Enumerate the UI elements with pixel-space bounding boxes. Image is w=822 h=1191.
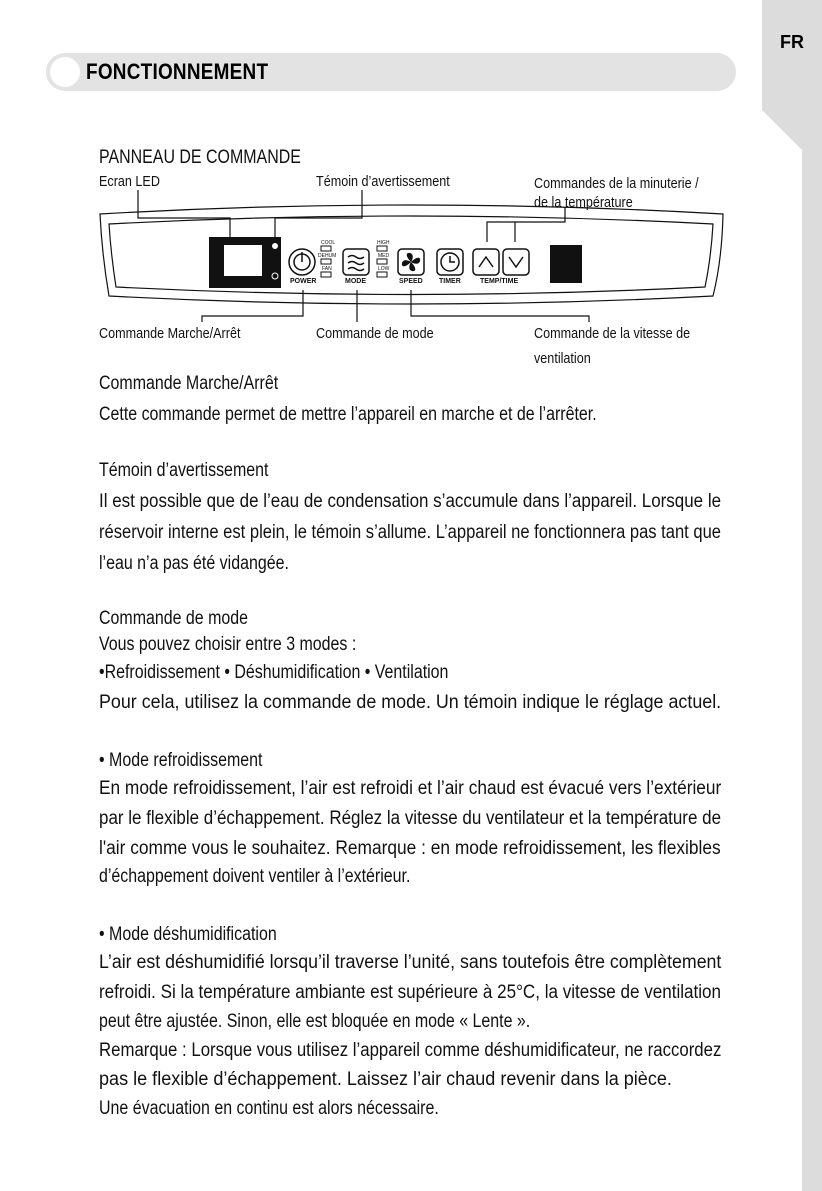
warning-section-title: Témoin d’avertissement (99, 460, 269, 481)
warning-section-line: Il est possible que de l’eau de condensation s’accumule dans l’appareil. Lorsque le (99, 491, 722, 512)
mode-button-label: MODE (345, 278, 366, 285)
mode-section-line: •Refroidissement • Déshumidification • Ventilation (99, 662, 449, 683)
control-panel-diagram (0, 0, 822, 400)
dehum-section-line: peut être ajustée. Sinon, elle est bloquée en mode « Lente ». (99, 1011, 531, 1032)
dehum-section-line: refroidi. Si la température ambiante est supérieure à 25°C, la vitesse de ventilation (99, 982, 722, 1003)
mode-indicator-fan: FAN (322, 266, 332, 272)
label-led-screen: Ecran LED (99, 173, 160, 190)
mode-indicator-dehum: DEHUM (318, 253, 337, 259)
warning-section-line: réservoir interne est plein, le témoin s’allume. L’appareil ne fonctionnera pas tant que (99, 522, 721, 543)
cooling-section-line: d’échappement doivent ventiler à l’extérieur. (99, 866, 411, 887)
cooling-section-line: En mode refroidissement, l’air est refroidi et l’air chaud est évacué vers l’extérieur (99, 778, 722, 799)
dehum-section-line: Une évacuation en continu est alors nécessaire. (99, 1098, 439, 1119)
power-button-label: POWER (290, 278, 317, 285)
warning-section-line: l’eau n’a pas été vidangée. (99, 553, 289, 574)
speed-indicator-high: HIGH (377, 240, 390, 246)
panel-heading: PANNEAU DE COMMANDE (99, 147, 301, 168)
dehum-section-title: • Mode déshumidification (99, 924, 277, 945)
speed-indicator-low: LOW (378, 266, 390, 272)
power-section-title: Commande Marche/Arrêt (99, 373, 279, 394)
timer-button-label: TIMER (439, 278, 461, 285)
dehum-section-line: pas le flexible d’échappement. Laissez l’air chaud revenir dans la pièce. (99, 1069, 672, 1090)
label-speed-control-line1: Commande de la vitesse de (534, 325, 691, 342)
label-warning-light: Témoin d’avertissement (316, 173, 450, 190)
speed-indicator-med: MED (378, 253, 390, 259)
speed-button-label: SPEED (399, 278, 423, 285)
label-power-control: Commande Marche/Arrêt (99, 325, 241, 342)
cooling-section-title: • Mode refroidissement (99, 750, 263, 771)
power-section-line: Cette commande permet de mettre l’appareil en marche et de l’arrêter. (99, 404, 597, 425)
mode-section-title: Commande de mode (99, 608, 249, 629)
section-title: FONCTIONNEMENT (86, 59, 269, 84)
dehum-section-line: Remarque : Lorsque vous utilisez l’appareil comme déshumidificateur, ne raccordez (99, 1040, 722, 1061)
dehum-section-line: L’air est déshumidifié lorsqu’il traverse l’unité, sans toutefois être complètement (99, 952, 722, 973)
language-tab-label: FR (780, 32, 804, 52)
label-mode-control: Commande de mode (316, 325, 434, 342)
mode-section-line: Pour cela, utilisez la commande de mode. Un témoin indique le réglage actuel. (99, 692, 722, 713)
temptime-button-label: TEMP/TIME (480, 278, 519, 285)
mode-indicator-cool: COOL (321, 240, 336, 246)
cooling-section-line: l'air comme vous le souhaitez. Remarque : en mode refroidissement, les flexibles (99, 838, 721, 859)
cooling-section-line: par le flexible d’échappement. Réglez la vitesse du ventilateur et la température de (99, 808, 722, 829)
mode-section-line: Vous pouvez choisir entre 3 modes : (99, 634, 357, 655)
label-speed-control-line2: ventilation (534, 350, 591, 367)
label-timer-temp-line1: Commandes de la minuterie / (534, 175, 699, 192)
label-timer-temp-line2: de la température (534, 194, 633, 211)
